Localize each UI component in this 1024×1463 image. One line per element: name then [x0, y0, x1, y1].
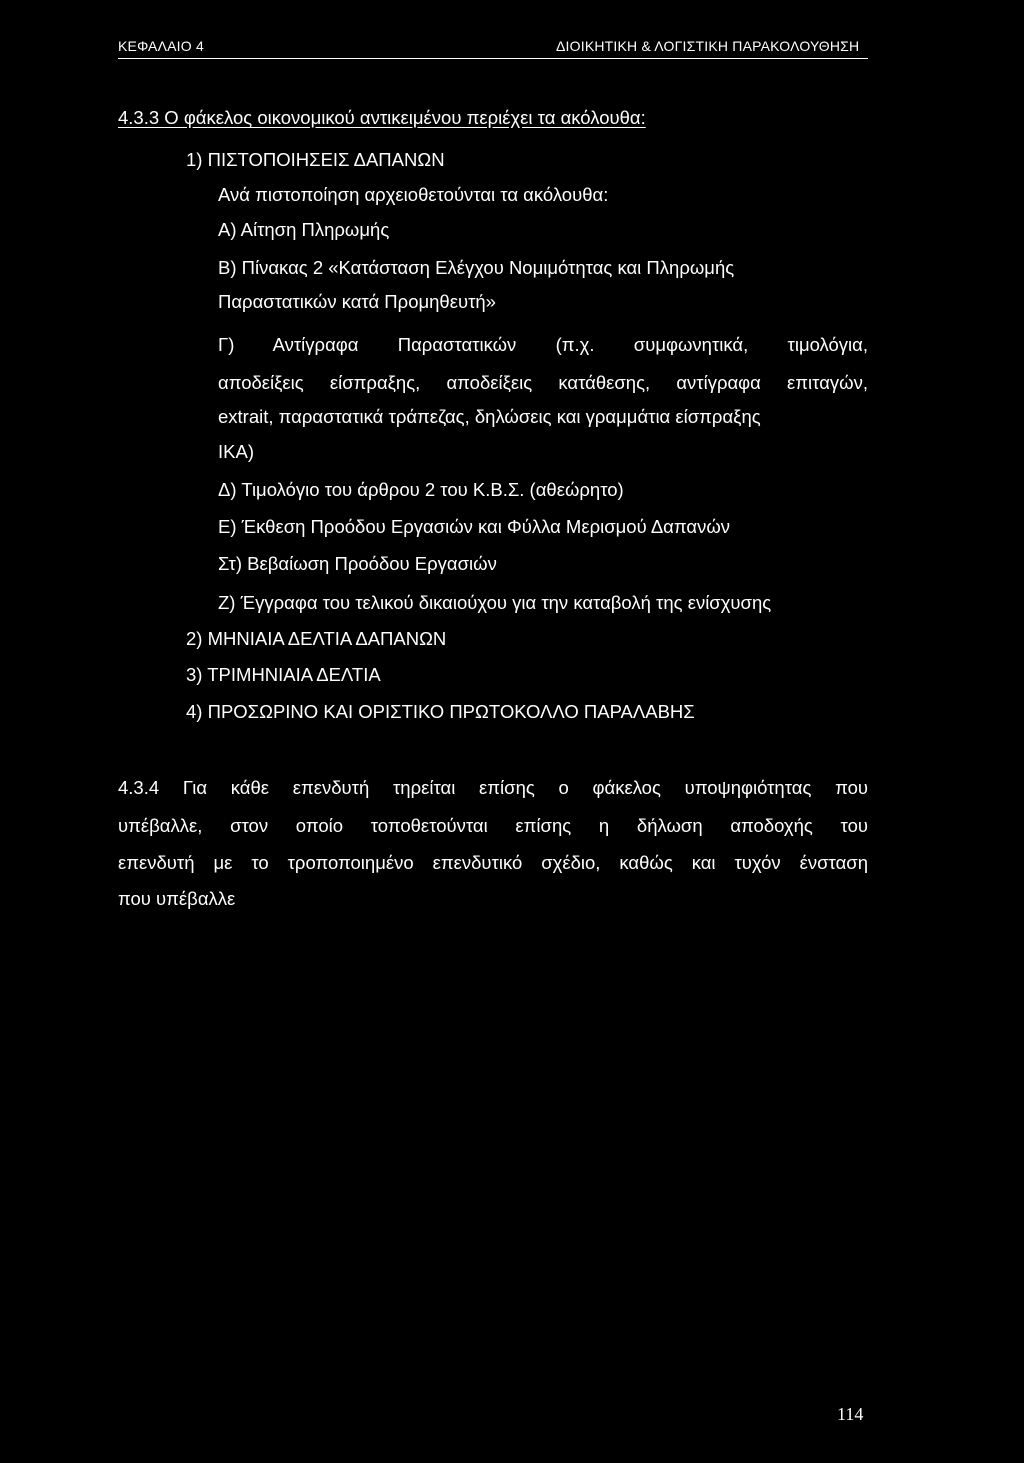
list-item-1: 1) ΠΙΣΤΟΠΟΙΗΣΕΙΣ ΔΑΠΑΝΩΝ	[186, 149, 445, 170]
subitem-g-line3: extrait, παραστατικά τράπεζας, δηλώσεις και γραμμάτια είσπραξης	[218, 406, 761, 427]
subitem-g-line1: Γ) Αντίγραφα Παραστατικών (π.χ. συμφωνητικά, τιμολόγια,	[218, 334, 868, 355]
subitem-st: Στ) Βεβαίωση Προόδου Εργασιών	[218, 553, 497, 574]
subitem-g-line2: αποδείξεις είσπραξης, αποδείξεις κατάθεσης, αντίγραφα επιταγών,	[218, 372, 868, 393]
subitem-d: Δ) Τιμολόγιο του άρθρου 2 του Κ.Β.Σ. (αθεώρητο)	[218, 479, 624, 500]
section-heading: 4.3.3 Ο φάκελος οικονομικού αντικειμένου περιέχει τα ακόλουθα:	[118, 107, 646, 128]
paragraph-line2: υπέβαλλε, στον οποίο τοποθετούνται επίσης η δήλωση αποδοχής του	[118, 815, 868, 836]
subitem-e: Ε) Έκθεση Προόδου Εργασιών και Φύλλα Μερισμού Δαπανών	[218, 516, 731, 537]
subitem-g-line4: ΙΚΑ)	[218, 441, 254, 462]
section-title: ΔΙΟΙΚΗΤΙΚΗ & ΛΟΓΙΣΤΙΚΗ ΠΑΡΑΚΟΛΟΥΘΗΣΗ	[556, 38, 860, 54]
page-number: 114	[837, 1404, 864, 1424]
chapter-label: ΚΕΦΑΛΑΙΟ 4	[118, 38, 204, 54]
list-item-2: 2) ΜΗΝΙΑΙΑ ΔΕΛΤΙΑ ΔΑΠΑΝΩΝ	[186, 628, 447, 649]
paragraph-line1: 4.3.4 Για κάθε επενδυτή τηρείται επίσης ο φάκελος υποψηφιότητας που	[118, 777, 868, 798]
subitem-a: Α) Αίτηση Πληρωμής	[218, 219, 390, 240]
subitem-z: Ζ) Έγγραφα του τελικού δικαιούχου για την καταβολή της ενίσχυσης	[218, 592, 772, 613]
per-certification-text: Ανά πιστοποίηση αρχειοθετούνται τα ακόλουθα:	[218, 184, 609, 205]
paragraph-line4: που υπέβαλλε	[118, 888, 236, 909]
list-item-4: 4) ΠΡΟΣΩΡΙΝΟ ΚΑΙ ΟΡΙΣΤΙΚΟ ΠΡΩΤΟΚΟΛΛΟ ΠΑΡΑΛΑΒΗΣ	[186, 701, 695, 722]
subitem-b-line1: Β) Πίνακας 2 «Κατάσταση Ελέγχου Νομιμότητας και Πληρωμής	[218, 257, 735, 278]
header-rule	[118, 58, 868, 59]
list-item-3: 3) ΤΡΙΜΗΝΙΑΙΑ ΔΕΛΤΙΑ	[186, 664, 381, 685]
paragraph-line3: επενδυτή με το τροποποιημένο επενδυτικό σχέδιο, καθώς και τυχόν ένσταση	[118, 852, 868, 873]
subitem-b-line2: Παραστατικών κατά Προμηθευτή»	[218, 291, 496, 312]
